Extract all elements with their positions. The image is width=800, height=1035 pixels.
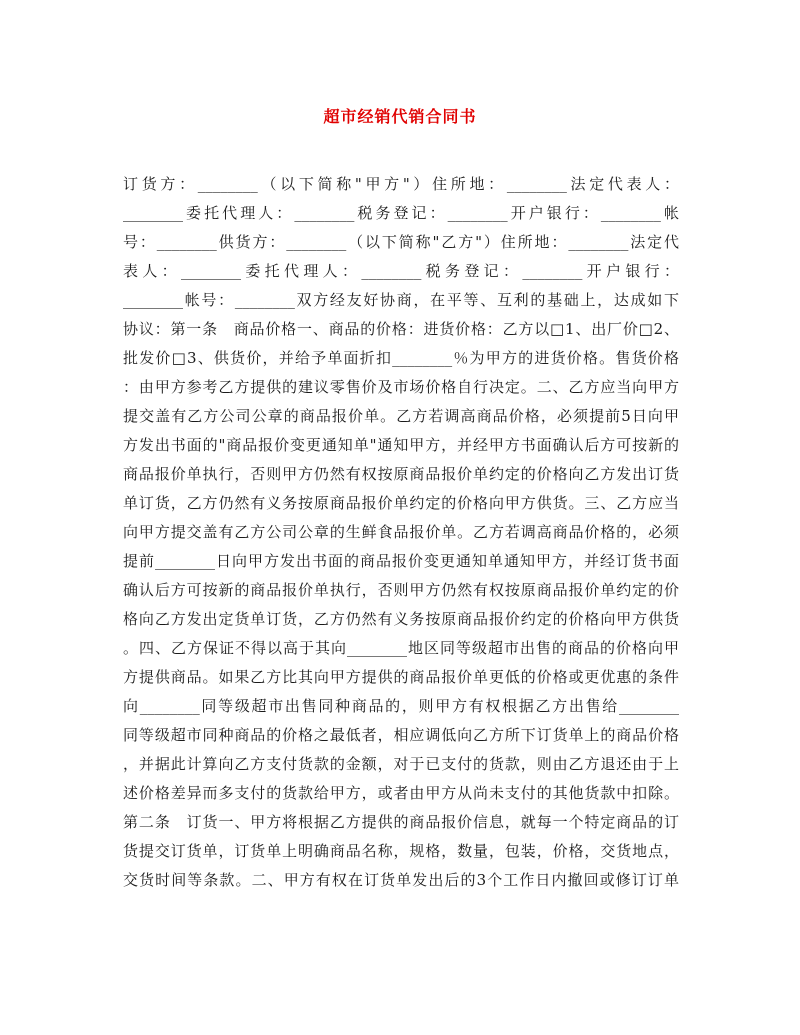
body-line: 方发出书面的"商品报价变更通知单"通知甲方，并经甲方书面确认后方可按新的 [123,436,679,454]
body-line: 提前________日向甲方发出书面的商品报价变更通知单通知甲方，并经订货书面 [123,552,679,570]
body-line: 方提供商品。如果乙方比其向甲方提供的商品报价单更低的价格或更优惠的条件 [123,668,679,686]
body-line: 单订货，乙方仍然有义务按原商品报价单约定的价格向甲方供货。三、乙方应当 [123,494,679,512]
body-line: ________委托代理人：________税务登记：________开户银行：________帐 [123,204,679,222]
body-line: 协议：第一条 商品价格一、商品的价格：进货价格：乙方以□1、出厂价□2、 [123,320,679,338]
body-line: 向________同等级超市出售同种商品的，则甲方有权根据乙方出售给________ [123,697,679,715]
document-title: 超市经销代销合同书 [323,107,477,126]
body-line: 货提交订货单，订货单上明确商品名称，规格，数量，包装，价格，交货地点， [123,842,679,860]
body-line: 表人：________委托代理人：________税务登记：________开户银行： [123,262,679,280]
body-line: 交货时间等条款。二、甲方有权在订货单发出后的3个工作日内撤回或修订订单 [123,871,679,889]
body-line: 。四、乙方保证不得以高于其向________地区同等级超市出售的商品的价格向甲 [123,639,679,657]
body-line: 批发价□3、供货价，并给予单面折扣________％为甲方的进货价格。售货价格 [123,349,679,367]
body-line: 格向乙方发出定货单订货，乙方仍然有义务按原商品报价约定的价格向甲方供货 [123,610,679,628]
body-line: ：由甲方参考乙方提供的建议零售价及市场价格自行决定。二、乙方应当向甲方 [123,378,679,396]
contract-body [123,170,679,895]
body-line: 第二条 订货一、甲方将根据乙方提供的商品报价信息，就每一个特定商品的订 [123,813,679,831]
body-line: 向甲方提交盖有乙方公司公章的生鲜食品报价单。乙方若调高商品价格的，必须 [123,523,679,541]
body-line: ，并据此计算向乙方支付货款的金额，对于已支付的货款，则由乙方退还由于上 [123,755,679,773]
body-line: ________帐号：________双方经友好协商，在平等、互利的基础上，达成如下 [123,291,679,309]
body-line: 商品报价单执行，否则甲方仍然有权按原商品报价单约定的价格向乙方发出订货 [123,465,679,483]
body-line: 同等级超市同种商品的价格之最低者，相应调低向乙方所下订货单上的商品价格 [123,726,679,744]
body-line: 提交盖有乙方公司公章的商品报价单。乙方若调高商品价格，必须提前5日向甲 [123,407,679,425]
body-line: 确认后方可按新的商品报价单执行，否则甲方仍然有权按原商品报价单约定的价 [123,581,679,599]
body-line: 号：________供货方：________（以下简称"乙方"）住所地：________法定代 [123,233,679,251]
body-line: 订货方：________（以下简称"甲方"）住所地：________法定代表人： [123,175,679,193]
body-line: 述价格差异而多支付的货款给甲方，或者由甲方从尚未支付的其他货款中扣除。 [123,784,679,802]
